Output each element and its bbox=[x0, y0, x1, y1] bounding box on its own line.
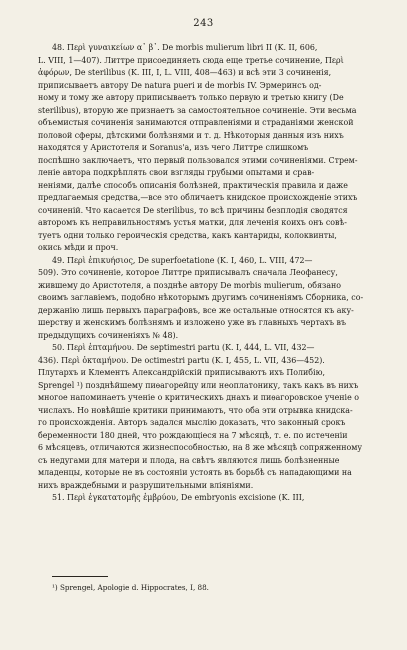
text-line: 436). Περὶ ὀκταμήνου. De octimestri partu (K. I, 455, L. VII, 436—452). bbox=[38, 355, 325, 365]
text-line: L. VIII, 1—407). Литтре присоединяеть сюда еще третье сочинение, Περὶ bbox=[38, 55, 344, 65]
footnote: ¹) Sprengel, Apologie d. Hippocrates, I, 88. bbox=[52, 583, 209, 592]
text-line: половой сферы, дѣтскими болѣзнями и т. д. Нѣкоторыя данныя изъ нихъ bbox=[38, 130, 344, 140]
text-line: беременности 180 дней, что рождающіеся на 7 мѣсяцѣ, т. е. по истеченіи bbox=[38, 430, 348, 440]
text-line: младенцы, которые не въ состояніи устоять въ борьбѣ съ нападающими на bbox=[38, 468, 352, 477]
text-line: Sprengel ¹) позднѣйшему пиѳагорейцу или неоплатонику, такъ какъ въ нихъ bbox=[38, 380, 359, 390]
text-line: многое напоминаетъ ученіе о критическихъ днахъ и пиѳагоровское ученіе о bbox=[38, 393, 359, 402]
text-line: го происхожденія. Авторъ задался мыслію доказать, что законный срокъ bbox=[38, 418, 346, 427]
text-line: объемистыя сочиненія занимаются отправленіями и страданіями женской bbox=[38, 118, 354, 127]
text-line: леніе автора подкрѣплять свои взгляды грубыми опытами и срав- bbox=[38, 168, 315, 177]
text-line: 509). Это сочиненіе, которое Литтре приписывалъ сначала Леофанесу, bbox=[38, 268, 338, 277]
text-line: Плутархъ и Клементъ Александрійскій приписываютъ ихъ Полибію, bbox=[38, 368, 325, 377]
text-line: 50. Περὶ ἑπταμήνου. De septimestri partu (K. I, 444, L. VII, 432— bbox=[52, 343, 315, 352]
text-line: нихъ враждебными и разрушительными вліяніями. bbox=[38, 480, 254, 490]
body-text bbox=[38, 42, 372, 505]
text-line: поспѣшно заключаетъ, что первый пользовался этими сочиненіями. Стрем- bbox=[38, 155, 358, 165]
text-line: 51. Περὶ ἐγκατατομῆς ἐμβρύου, De embryonis excisione (K. III, bbox=[52, 493, 305, 502]
text-line: окись мѣди и проч. bbox=[38, 243, 119, 252]
text-line: находятся у Аристотеля и Soranus'а, изъ чего Литтре слишкомъ bbox=[38, 143, 309, 152]
text-line: предыдущихъ сочиненіяхъ № 48). bbox=[38, 330, 179, 340]
text-line: 6 мѣсяцевъ, отличаются жизнеспособностью, на 8 же мѣсяцѣ сопряженному bbox=[38, 443, 363, 452]
text-line: sterilibus), вторую же признаетъ за самостоятельное сочиненіе. Эти весьма bbox=[38, 105, 357, 115]
text-line: съ недугами для матери и плода, на свѣтъ являются лишь болѣзненные bbox=[38, 455, 340, 465]
text-line: держанію лишь первыхъ параграфовъ, все же остальные относятся къ аку- bbox=[38, 305, 354, 315]
text-line: приписываетъ автору De natura pueri и de morbis IV. Эрмеринсъ од- bbox=[38, 80, 322, 90]
page-number: 243 bbox=[193, 18, 214, 29]
text-line: своимъ заглавіемъ, подобно нѣкоторымъ другимъ сочиненіямъ Сборника, со- bbox=[38, 293, 364, 302]
text-line: сочиненій. Что касается De sterilibus, то всѣ причины безплодія сводятся bbox=[38, 205, 348, 215]
text-line: 49. Περὶ ἐπικυήσιος, De superfoetatione (K. I, 460, L. VIII, 472— bbox=[52, 255, 313, 265]
text-line: ἀφόρων, De sterilibus (K. III, I, L. VIII, 408—463) и всѣ эти 3 сочиненія, bbox=[38, 68, 332, 77]
text-line: авторомъ къ неправильностямъ устья матки, для леченія коихъ онъ совѣ- bbox=[38, 218, 347, 227]
text-line: предлагаемыя средства,—все это обличаетъ книдское происхожденіе этихъ bbox=[38, 193, 358, 202]
footnote-divider bbox=[52, 576, 108, 577]
text-line: жившему до Аристотеля, а позднѣе автору De morbis mulierum, обязано bbox=[38, 280, 342, 290]
text-line: ному и тому же автору приписываетъ только первую и третью книгу (De bbox=[38, 93, 344, 102]
text-line: туетъ одни только героическія средства, какъ кантариды, колоквинты, bbox=[38, 230, 337, 240]
text-line: шерству и женскимъ болѣзнямъ и изложено уже въ главныхъ чертахъ въ bbox=[38, 318, 346, 327]
text-line: неніями, далѣе способъ описанія болѣзней, практическія правила и даже bbox=[38, 180, 348, 190]
text-line: 48. Περὶ γυναικείων α᾽ β᾽. De morbis mulierum libri II (K. II, 606, bbox=[52, 43, 318, 52]
text-line: числахъ. Но новѣйшіе критики принимаютъ, что оба эти отрывка книдска- bbox=[38, 405, 353, 415]
